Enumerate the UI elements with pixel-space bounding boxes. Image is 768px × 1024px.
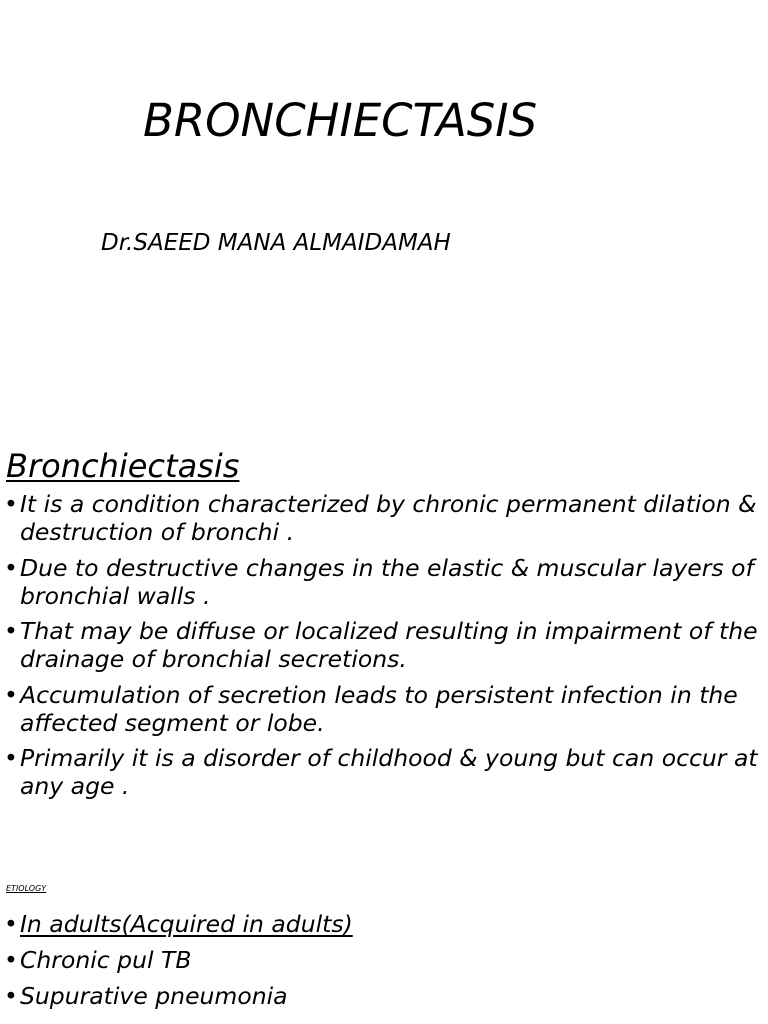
bullet-text: Accumulation of secretion leads to persistent infection in the affected segment or lobe. — [20, 680, 738, 737]
list-item — [0, 617, 760, 673]
bullet-marker: • — [4, 553, 18, 582]
etiology-bullet-list — [0, 910, 768, 1018]
bullet-text: In adults(Acquired in adults) — [20, 910, 353, 938]
bullet-marker: • — [4, 617, 18, 645]
bullet-text: Due to destructive changes in the elastic & muscular layers of bronchial walls . — [20, 553, 754, 610]
bullet-text: Supurative pneumonia — [20, 982, 288, 1010]
bullet-marker: • — [4, 946, 18, 974]
etiology-label: ETIOLOGY — [6, 884, 47, 893]
bullet-text: Chronic pul TB — [20, 946, 192, 974]
bullet-text: It is a condition characterized by chronic permanent dilation & destruction of bronchi . — [20, 490, 757, 546]
bullet-marker: • — [4, 490, 18, 518]
definition-bullet-list — [0, 490, 768, 808]
list-item — [0, 681, 760, 737]
section-heading: Bronchiectasis — [6, 447, 240, 485]
list-item — [0, 744, 760, 800]
list-item — [0, 946, 768, 974]
bullet-marker: • — [4, 910, 18, 938]
bullet-marker: • — [4, 680, 18, 709]
slide-title: BRONCHIECTASIS — [143, 94, 538, 147]
author-name: Dr.SAEED MANA ALMAIDAMAH — [101, 230, 451, 256]
bullet-marker: • — [4, 982, 18, 1010]
bullet-text: That may be diffuse or localized resulting in impairment of the drainage of bronchial secretions. — [20, 617, 758, 673]
bullet-text: Primarily it is a disorder of childhood & young but can occur at any age . — [20, 744, 758, 800]
list-item — [0, 910, 768, 938]
list-item — [0, 490, 760, 546]
list-item — [0, 554, 760, 610]
bullet-marker: • — [4, 744, 18, 772]
list-item — [0, 982, 768, 1010]
